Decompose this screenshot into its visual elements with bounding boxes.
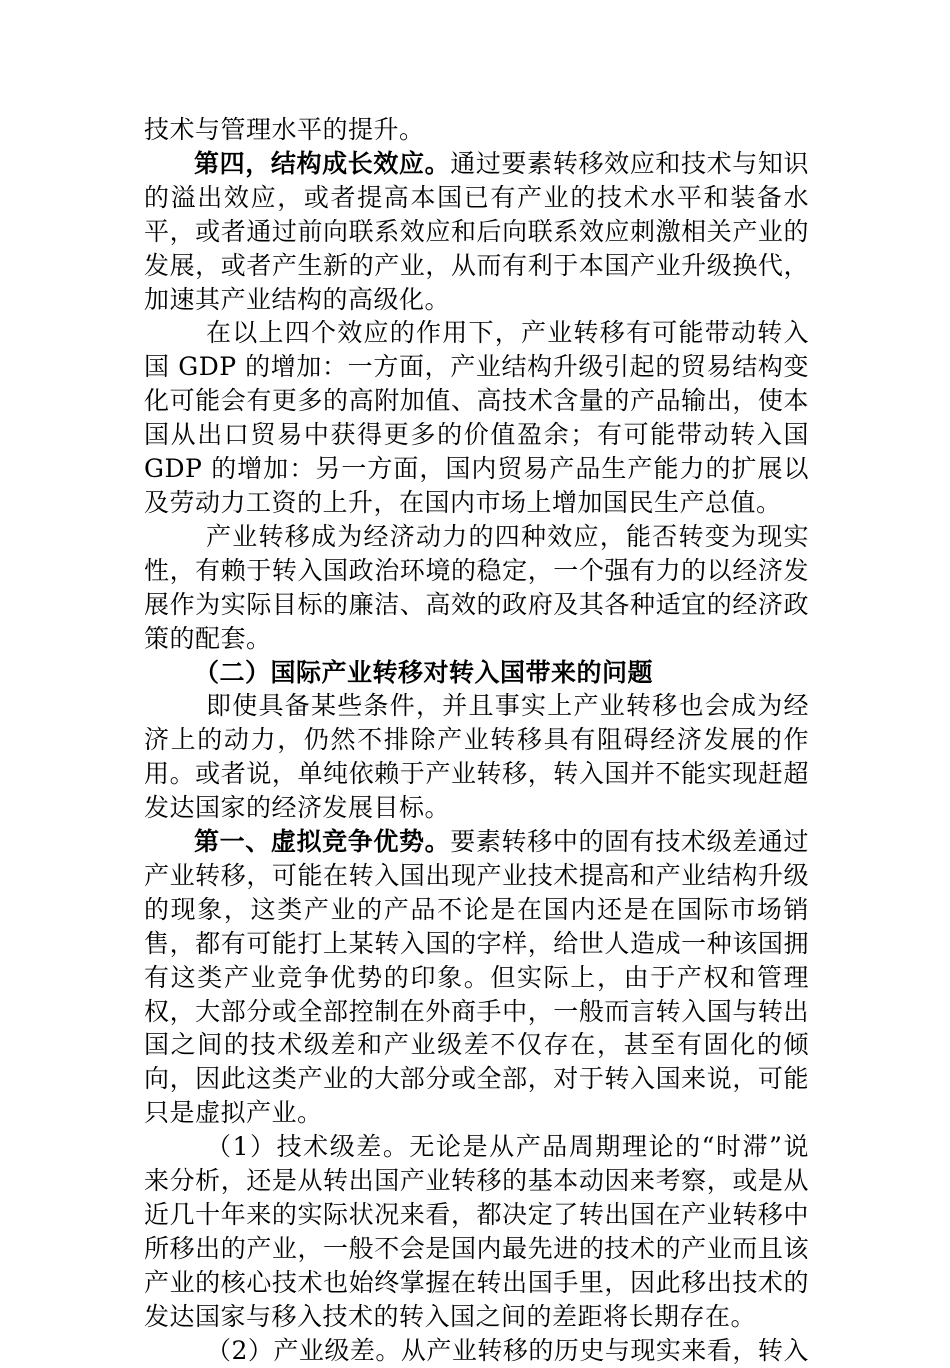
paragraph-text: 产业转移成为经济动力的四种效应，能否转变为现实性，有赖于转入国政治环境的稳定，一个强有力的以经济发展作为实际目标的廉洁、高效的政府及其各种适宜的经济政策的配套。 [144,521,809,653]
paragraph-text: 通过要素转移效应和技术与知识的溢出效应，或者提高本国已有产业的技术水平和装备水平，或者通过前向联系效应和后向联系效应刺激相关产业的发展，或者产生新的产业，从而有利于本国产业升级换代，加速其产业结构的高级化。 [144,148,809,314]
paragraph-text: 在以上四个效应的作用下，产业转移有可能带动转入国 GDP 的增加：一方面，产业结构升级引起的贸易结构变化可能会有更多的高附加值、高技术含量的产品输出，使本国从出口贸易中获得更多的价值盈余；有可能带动转入国 GDP 的增加：另一方面，国内贸易产品生产能力的扩展以及劳动力工资的上升，在国内市场上增加国民生产总值。 [144,318,809,517]
paragraph-industry-gap [144,1334,809,1368]
paragraph-structural-growth-effect [144,147,809,317]
paragraph-virtual-competitive-advantage [144,825,809,1130]
paragraph-text: （1）技术级差。无论是从产品周期理论的“时滞”说来分析，还是从转出国产业转移的基本动因来考察，或是从近几十年来的实际状况来看，都决定了转出国在产业转移中所移出的产业，一般不会是国内最先进的技术的产业而且该产业的核心技术也始终掌握在转出国手里，因此移出技术的发达国家与移入技术的转入国之间的差距将长期存在。 [144,1132,809,1331]
paragraph-obstruction [144,689,809,825]
paragraph-text: 技术与管理水平的提升。 [144,115,425,144]
paragraph-technology-gap [144,1130,809,1333]
paragraph-text: （2）产业级差。从产业转移的历史与现实来看，转入 [206,1335,809,1365]
paragraph-lead-heading: 第四，结构成长效应。 [194,148,451,178]
document-page [144,113,809,1368]
paragraph-lead-heading: 第一、虚拟竞争优势。 [194,827,451,857]
paragraph-four-effects-gdp [144,316,809,519]
paragraph-text: 要素转移中的固有技术级差通过产业转移，可能在转入国出现产业技术提高和产业结构升级的现象，这类产业的产品不论是在国内还是在国际市场销售，都有可能打上某转入国的字样，给世人造成一种该国拥有这类产业竞争优势的印象。但实际上，由于产权和管理权，大部分或全部控制在外商手中，一般而言转入国与转出国之间的技术级差和产业级差不仅存在，甚至有固化的倾向，因此这类产业的大部分或全部，对于转入国来说，可能只是虚拟产业。 [144,827,809,1128]
paragraph-continuation [144,113,809,147]
paragraph-economic-power [144,520,809,656]
paragraph-text: 即使具备某些条件，并且事实上产业转移也会成为经济上的动力，仍然不排除产业转移具有阻碍经济发展的作用。或者说，单纯依赖于产业转移，转入国并不能实现赶超发达国家的经济发展目标。 [144,691,809,823]
section-heading: （二）国际产业转移对转入国带来的问题 [194,657,654,687]
